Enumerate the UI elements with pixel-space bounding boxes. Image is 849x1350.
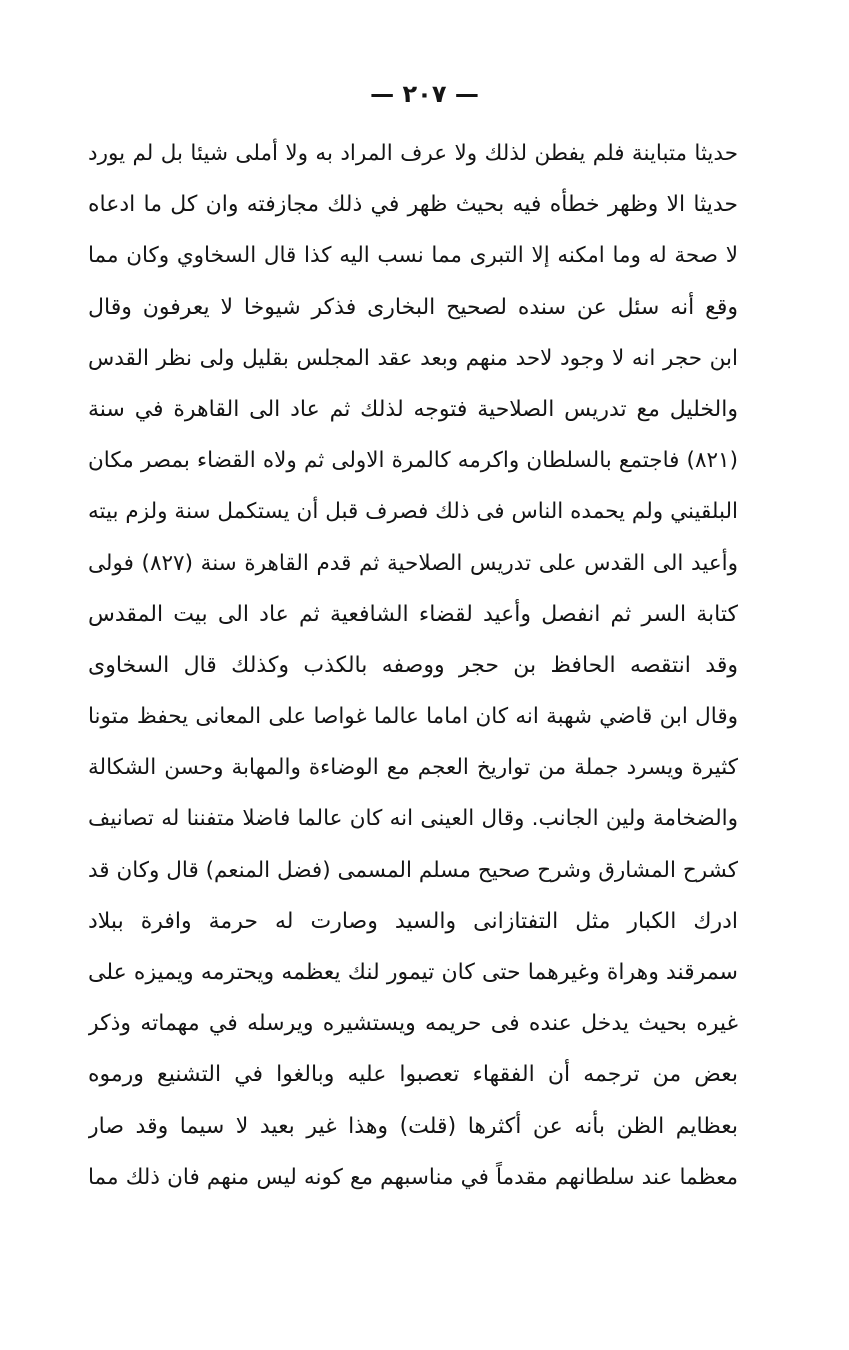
text-line: بعض من ترجمه أن الفقهاء تعصبوا عليه وبالغوا في التشنيع ورموه [88, 1062, 738, 1088]
text-line: معظما عند سلطانهم مقدماً في مناسبهم مع كونه ليس منهم فان ذلك مما [88, 1164, 738, 1190]
text-line: (٨٢١) فاجتمع بالسلطان واكرمه كالمرة الاولى ثم ولاه القضاء بمصر مكان [88, 448, 738, 474]
text-line: حديثا متباينة فلم يفطن لذلك ولا عرف المراد به ولا أملى شيئا بل لم يورد [88, 141, 738, 166]
text-line: لا صحة له وما امكنه إلا التبرى مما نسب اليه كذا قال السخاوي وكان مما [88, 243, 738, 269]
text-line: وقد انتقصه الحافظ بن حجر ووصفه بالكذب وكذلك قال السخاوى [88, 652, 738, 678]
text-line: والخليل مع تدريس الصلاحية فتوجه لذلك ثم عاد الى القاهرة في سنة [88, 396, 738, 422]
text-line: غيره بحيث يدخل عنده فى حريمه ويستشيره ويرسله في مهماته وذكر [88, 1011, 738, 1037]
text-line: كتابة السر ثم انفصل وأعيد لقضاء الشافعية ثم عاد الى بيت المقدس [88, 601, 738, 627]
text-line: وأعيد الى القدس على تدريس الصلاحية ثم قدم القاهرة سنة (٨٢٧) فولى [88, 550, 738, 576]
text-line: والضخامة ولين الجانب. وقال العينى انه كان عالما فاضلا متفننا له تصانيف [88, 806, 738, 832]
text-line: ادرك الكبار مثل التفتازانى والسيد وصارت له حرمة وافرة ببلاد [88, 908, 738, 934]
text-line: ابن حجر انه لا وجود لاحد منهم وبعد عقد المجلس بقليل ولى نظر القدس [88, 345, 738, 371]
text-line: البلقيني ولم يحمده الناس فى ذلك فصرف قبل أن يستكمل سنة ولزم بيته [88, 499, 738, 525]
text-line: كشرح المشارق وشرح صحيح مسلم المسمى (فضل المنعم) قال وكان قد [88, 857, 738, 883]
body-text [88, 128, 738, 1203]
text-line: حديثا الا وظهر خطأه فيه بحيث ظهر في ذلك مجازفته وان كل ما ادعاه [88, 192, 738, 218]
text-line: سمرقند وهراة وغيرهما حتى كان تيمور لنك يعظمه ويحترمه ويميزه على [88, 960, 738, 985]
text-line: وقال ابن قاضي شهبة انه كان اماما عالما غواصا على المعانى يحفظ متونا [88, 704, 738, 730]
text-line: كثيرة ويسرد جملة من تواريخ العجم مع الوضاءة والمهابة وحسن الشكالة [88, 755, 738, 781]
text-line: بعظايم الظن بأنه عن أكثرها (قلت) وهذا غير بعيد لا سيما وقد صار [88, 1113, 738, 1139]
page-number: — ٢٠٧ — [370, 80, 479, 108]
text-line: وقع أنه سئل عن سنده لصحيح البخارى فذكر شيوخا لا يعرفون وقال [88, 294, 738, 320]
